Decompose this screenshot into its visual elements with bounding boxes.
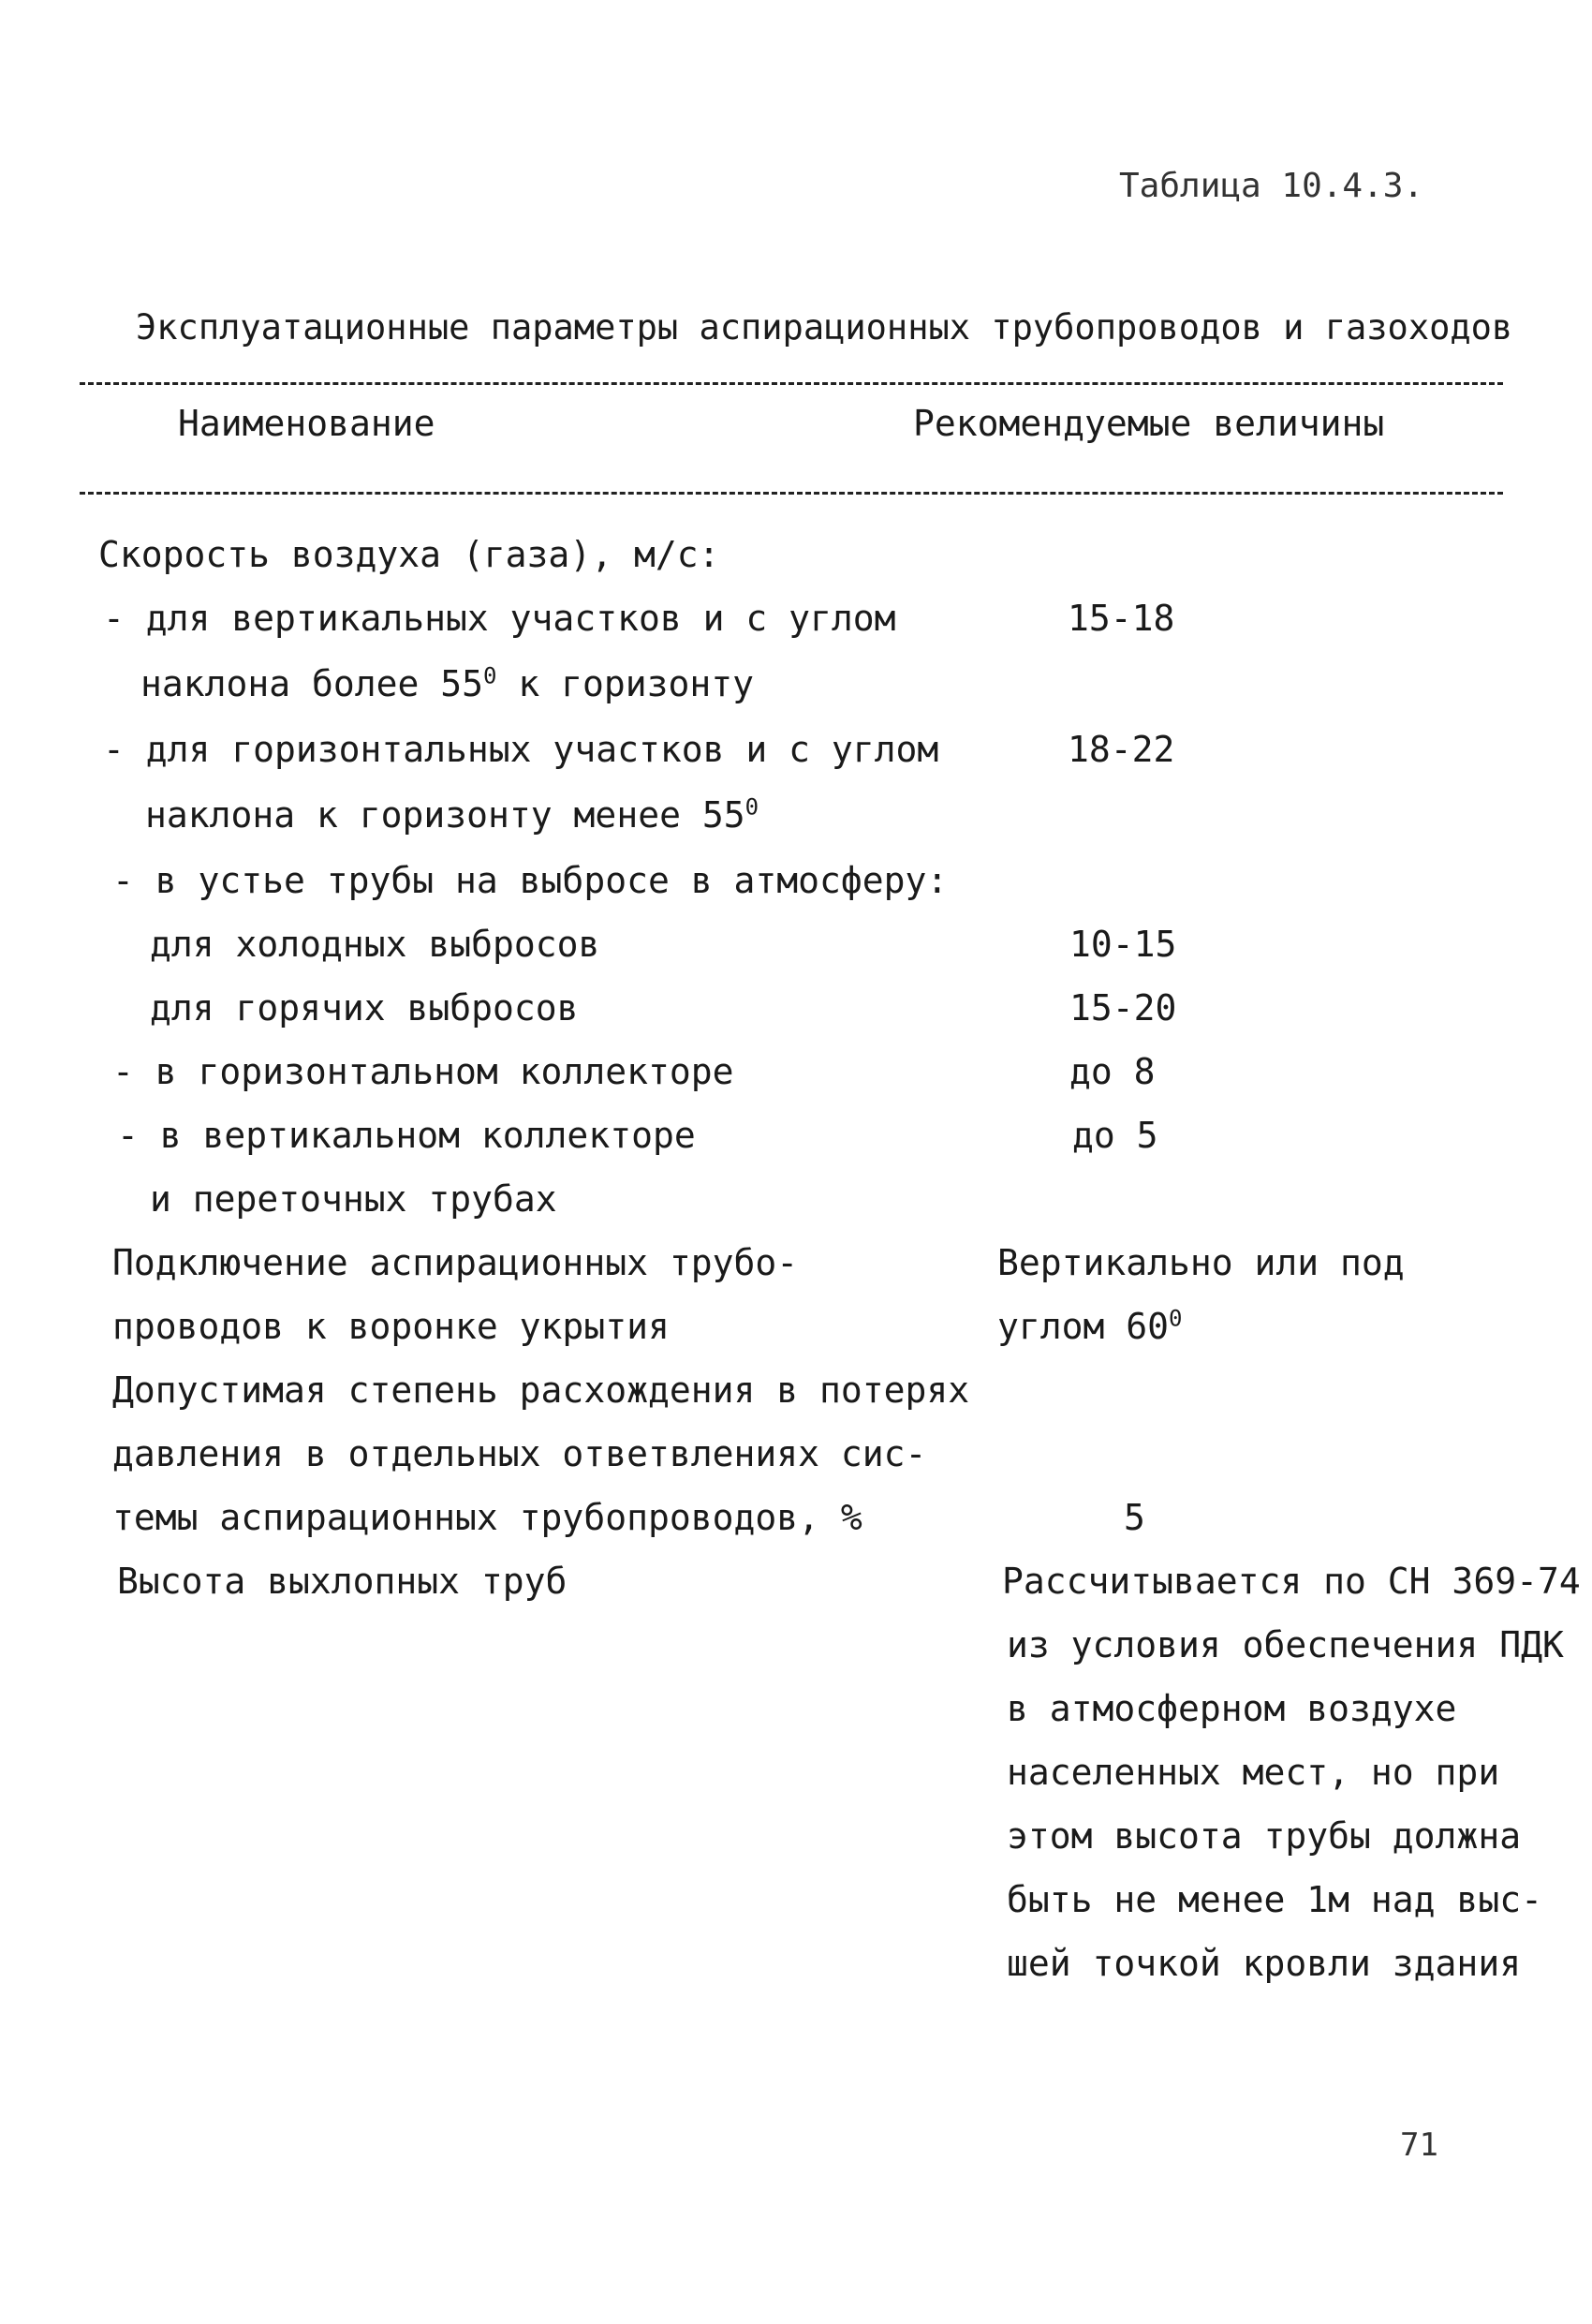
- column-header-value: Рекомендуемые величины: [913, 403, 1385, 444]
- row-name: - в горизонтальном коллекторе: [112, 1051, 734, 1092]
- row-name: наклона более $55^0$ к горизонту: [140, 662, 755, 704]
- row-name: для холодных выбросов: [150, 924, 600, 965]
- row-name: - в вертикальном коллекторе: [117, 1115, 696, 1156]
- row-name: - для горизонтальных участков и с углом: [103, 729, 939, 770]
- row-value: из условия обеспечения ПДК: [1007, 1624, 1564, 1665]
- row-value: быть не менее 1м над выс-: [1007, 1879, 1542, 1920]
- row-value: Вертикально или под: [997, 1242, 1405, 1283]
- table-title: Эксплуатационные параметры аспирационных трубопроводов и газоходов: [136, 307, 1513, 348]
- row-name: давления в отдельных ответвлениях сис-: [112, 1433, 927, 1474]
- row-name: Подключение аспирационных трубо-: [112, 1242, 799, 1283]
- row-value: до 5: [1072, 1115, 1158, 1156]
- row-name: для горячих выбросов: [150, 987, 579, 1029]
- row-value: 15-20: [1069, 987, 1177, 1029]
- row-name: Скорость воздуха (газа), м/с:: [98, 534, 720, 575]
- row-name: Высота выхлопных труб: [117, 1561, 568, 1602]
- row-value: шей точкой кровли здания: [1007, 1943, 1522, 1984]
- row-value: в атмосферном воздухе: [1007, 1688, 1457, 1729]
- row-name: темы аспирационных трубопроводов, %: [112, 1497, 862, 1538]
- page-number: 71: [1400, 2126, 1438, 2164]
- row-name: - в устье трубы на выбросе в атмосферу:: [112, 860, 949, 901]
- row-value: 18-22: [1068, 729, 1175, 770]
- row-name: наклона к горизонту менее $55^0$: [145, 793, 759, 836]
- row-value: 10-15: [1069, 924, 1177, 965]
- row-value: углом $60^0$: [997, 1305, 1183, 1347]
- table-label: Таблица 10.4.3.: [1119, 167, 1424, 205]
- row-value: населенных мест, но при: [1007, 1752, 1500, 1793]
- table-rule-top: [80, 382, 1503, 385]
- row-value: Рассчитывается по СН 369-74: [1002, 1561, 1581, 1602]
- row-name: Допустимая степень расхождения в потерях: [112, 1369, 970, 1411]
- table-rule-header: [80, 492, 1503, 495]
- row-value: 5: [1124, 1497, 1145, 1538]
- column-header-name: Наименование: [178, 403, 435, 444]
- row-value: этом высота трубы должна: [1007, 1815, 1522, 1857]
- row-name: и переточных трубах: [150, 1178, 557, 1220]
- row-value: 15-18: [1068, 598, 1175, 639]
- row-name: проводов к воронке укрытия: [112, 1306, 670, 1347]
- row-value: до 8: [1069, 1051, 1156, 1092]
- row-name: - для вертикальных участков и с углом: [103, 598, 896, 639]
